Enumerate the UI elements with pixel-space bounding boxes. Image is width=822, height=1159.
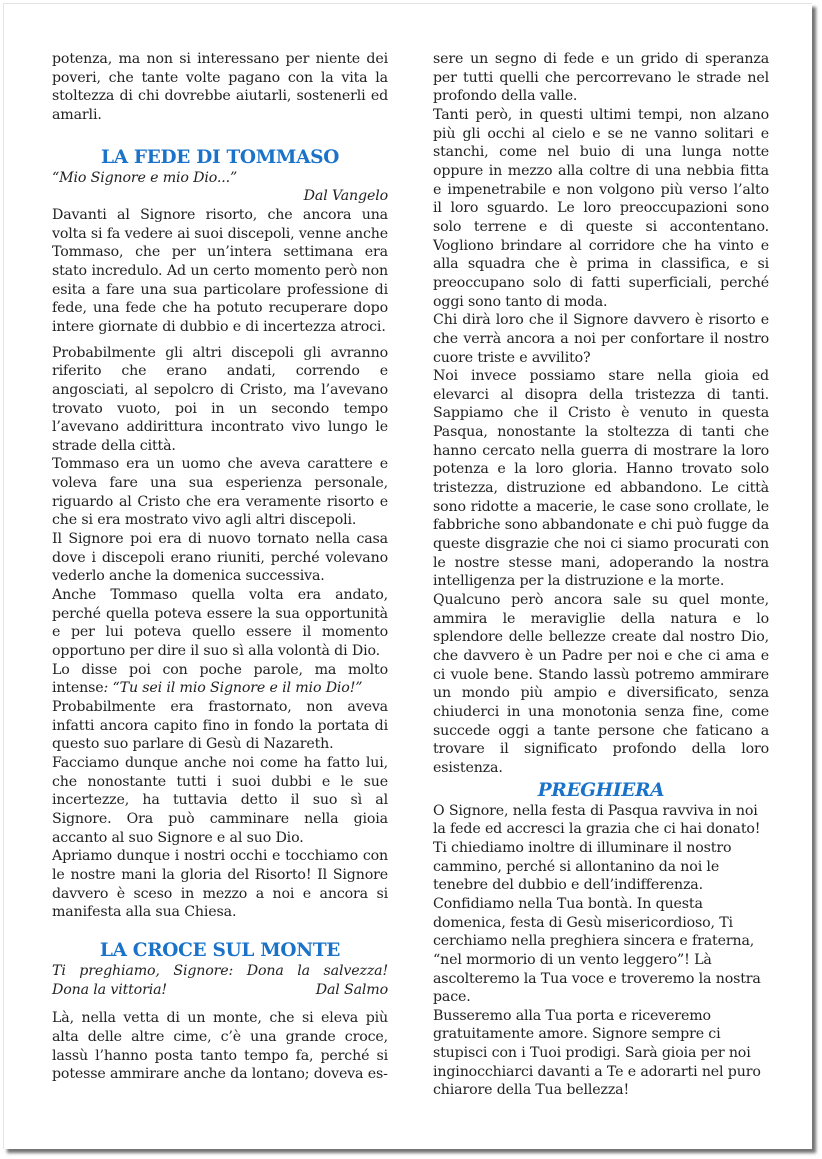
section-source: Dal Vangelo [303,188,388,205]
paragraph: sere un segno di fede e un grido di speranza per tutti quelli che percorrevano le strade nel profondo della valle. [433,51,769,105]
section-title-preghiera: PREGHIERA [537,779,665,801]
paragraph: Là, nella vetta di un monte, che si eleva più alta delle altre cime, c’è una grande croce, lassù l’hanno posta tanto tempo fa, perché si potesse ammirare anche da lontano; doveva es- [52,1010,388,1083]
paragraph: Anche Tommaso quella volta era andato, perché quella poteva essere la sua opportunità e per lui poteva quello essere il momento opportuno per dire il suo sì alla volontà di Dio. [52,587,388,660]
paragraph: Davanti al Signore risorto, che ancora una volta si fa vedere ai suoi discepoli, venne anche Tommaso, che per un’intera settimana era stato incredulo. Ad un certo momento però non esita a fare una sua particolare professione di fede, una fede che ha potuto recuperare dopo intere giornate di dubbio e di incertezza atroci. [52,206,388,335]
paragraph: Apriamo dunque i nostri occhi e tocchiamo con le nostre mani la gloria del Risorto! Il Signore davvero è sceso in mezzo a noi e ancora si manifesta alla sua Chiesa. [52,848,388,921]
paragraph: Facciamo dunque anche noi come ha fatto lui, che nonostante tutti i suoi dubbi e le sue incertezze, ha tuttavia detto il suo sì al Signore. Ora può camminare nella gioia accanto al suo Signore e al suo Dio. [52,754,388,846]
section-quote: “Mio Signore e mio Dio...” [52,169,238,186]
section-title-croce-sul-monte: LA CROCE SUL MONTE [99,939,341,961]
paragraph: Tommaso era un uomo che aveva carattere e voleva fare una sua esperienza personale, riguardo al Cristo che era veramente risorto e che si era mostrato vivo agli altri discepoli. [52,456,388,529]
section-source: Dal Salmo [315,981,388,998]
right-column [433,50,769,1100]
document-page [3,3,812,1149]
quote-source-row [52,981,388,1000]
paragraph: Probabilmente era frastornato, non aveva infatti ancora capito fino in fondo la portata di questo suo parlare di Gesù di Nazareth. [52,699,388,753]
section-title-fede-di-tommaso: LA FEDE DI TOMMASO [100,146,340,168]
paragraph: Il Signore poi era di nuovo tornato nella casa dove i discepoli erano riuniti, perché volevano vederlo anche la domenica successiva. [52,531,388,585]
left-column [52,50,388,1084]
inline-quote: : “Tu sei il mio Signore e il mio Dio!” [103,680,363,697]
section-quote-line2: Dona la vittoria! [52,981,167,998]
prayer-paragraph: Busseremo alla Tua porta e riceveremo gratuitamente amore. Signore sempre ci stupisci con i Tuoi prodigi. Sarà gioia per noi inginocchiarci davanti a Te e adorarti nel puro chiarore della Tua bellezza! [433,1007,761,1099]
prayer-paragraph: O Signore, nella festa di Pasqua ravviva in noi la fede ed accresci la grazia che ci hai donato! Ti chiediamo inoltre di illuminare il nostro cammino, perché si allontanino da noi le tenebre del dubbio e dell’indifferenza. Confidiamo nella Tua bontà. In questa domenica, festa di Gesù misericordioso, Ti cerchiamo nella preghiera sincera e fraterna, “nel mormorio di un vento leggero”! Là ascolteremo la Tua voce e troveremo la nostra pace. [433,802,761,1006]
intro-paragraph: potenza, ma non si interessano per niente dei poveri, che tante volte pagano con la vita la stoltezza di chi dovrebbe aiutarli, sostenerli ed amarli. [52,51,388,123]
paragraph: Qualcuno però ancora sale su quel monte, ammira le meraviglie della natura e lo splendore delle bellezze create dal nostro Dio, che davvero è un Padre per noi e che ci ama e ci vuole bene. Stando lassù potremo ammirare un mondo più ampio e diversificato, senza chiuderci in una monotonia senza fine, come succede oggi a tante persone che faticano a trovare il significato profondo della loro esistenza. [433,592,769,776]
paragraph: Tanti però, in questi ultimi tempi, non alzano più gli occhi al cielo e se ne vanno solitari e stanchi, come nel buio di una lunga notte oppure in mezzo alla coltre di una nebbia fitta e impenetrabile e non volgono più verso l’alto il loro sguardo. Le loro preoccupazioni sono solo terrene e di queste si accontentano. Vogliono brindare al corridore che ha vinto e alla squadra che è prima in classifica, e si preoccupano solo di fatti superficiali, perché oggi sono tanto di moda. [433,106,769,310]
paragraph: Chi dirà loro che il Signore davvero è risorto e che verrà ancora a noi per confortare il nostro cuore triste e avvilito? [433,312,769,366]
paragraph: Noi invece possiamo stare nella gioia ed elevarci al disopra della tristezza di tanti. Sappiamo che il Cristo è venuto in questa Pasqua, nonostante la stoltezza di tanti che hanno cercato nella guerra di mostrare la loro potenza e la loro gloria. Hanno trovato solo tristezza, distruzione ed abbandono. Le città sono ridotte a macerie, le case sono crollate, le fabbriche sono abbandonate e chi può fugge da queste disgrazie che noi ci siamo procurati con le nostre stesse mani, adoperando la nostra intelligenza per la distruzione e la morte. [433,368,769,590]
paragraph-lead: Lo disse poi con poche parole, ma molto intense [52,661,388,697]
section-quote: Ti preghiamo, Signore: Dona la salvezza! [52,962,388,979]
paragraph: Probabilmente gli altri discepoli gli avranno riferito che erano andati, correndo e angosciati, al sepolcro di Cristo, ma l’avevano trovato vuoto, poi in un secondo tempo l’avevano addirittura incontrato vivo lungo le strade della città. [52,344,388,454]
paragraph [52,661,388,698]
